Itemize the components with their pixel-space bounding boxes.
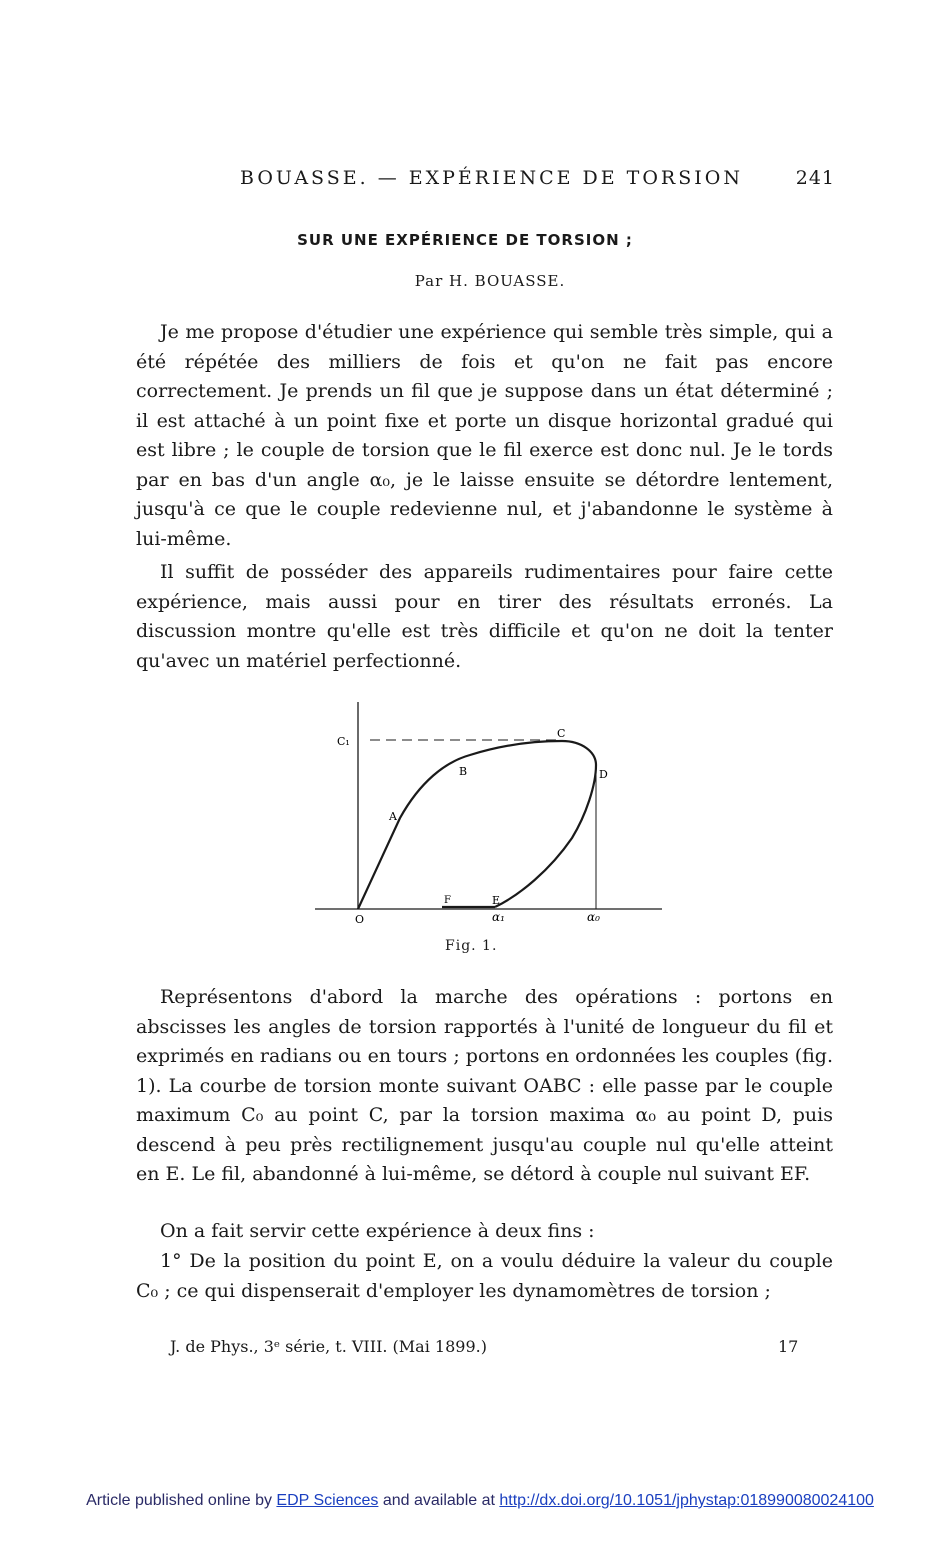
label-c: C: [557, 727, 566, 740]
label-d: D: [599, 768, 608, 781]
journal-citation: J. de Phys., 3ᵉ série, t. VIII. (Mai 1899.): [170, 1337, 487, 1356]
torsion-curve-figure: [310, 700, 670, 930]
article-title: SUR UNE EXPÉRIENCE DE TORSION ;: [297, 231, 633, 249]
paragraph-1: Je me propose d'étudier une expérience qui semble très simple, qui a été répétée des milliers de fois et qu'on ne fait pas encore correctement. Je prends un fil que je suppose dans un état déterminé ; il est attaché à un point fixe et porte un disque horizontal gradué qui est libre ; le couple de torsion que le fil exerce est donc nul. Je le tords par en bas d'un angle α₀, je le laisse ensuite se détordre lentement, jusqu'à ce que le couple redevienne nul, et j'abandonne le système à lui-même.: [136, 321, 833, 550]
paragraph-2: Il suffit de posséder des appareils rudimentaires pour faire cette expérience, mais aussi pour en tirer des résultats erronés. La discussion montre qu'elle est très difficile et qu'on ne doit la tenter qu'avec un matériel perfectionné.: [136, 561, 833, 672]
publisher-link[interactable]: EDP Sciences: [276, 1492, 379, 1509]
article-author: Par H. BOUASSE.: [414, 272, 566, 290]
label-o: O: [355, 913, 365, 926]
credit-prefix: Article published online by: [86, 1492, 277, 1509]
label-b: B: [459, 765, 468, 778]
torsion-curve: [358, 741, 596, 909]
label-e: E: [492, 894, 501, 907]
page-number: 241: [795, 167, 835, 189]
running-title: BOUASSE. — EXPÉRIENCE DE TORSION: [240, 167, 743, 189]
paragraph-5: 1° De la position du point E, on a voulu déduire la valeur du couple C₀ ; ce qui dispenserait d'employer les dynamomètres de torsion ;: [136, 1250, 833, 1302]
figure-caption: Fig. 1.: [445, 938, 498, 954]
credit-middle: and available at: [378, 1492, 500, 1509]
doi-link[interactable]: http://dx.doi.org/10.1051/jphystap:018990080024100: [499, 1492, 874, 1509]
label-f: F: [444, 895, 451, 906]
label-alpha1: α₁: [492, 910, 505, 924]
label-a: A: [389, 810, 397, 823]
running-header: [240, 167, 835, 189]
label-c1: C₁: [337, 735, 350, 748]
signature-mark: 17: [778, 1337, 799, 1356]
label-alpha0: α₀: [587, 910, 600, 924]
paragraph-4: On a fait servir cette expérience à deux fins :: [160, 1220, 595, 1242]
paragraph-3: Représentons d'abord la marche des opérations : portons en abscisses les angles de torsion rapportés à l'unité de longueur du fil et exprimés en radians ou en tours ; portons en ordonnées les couples (fig. 1). La courbe de torsion monte suivant OABC : elle passe par le couple maximum C₀ au point C, par la torsion maxima α₀ au point D, puis descend à peu près rectilignement jusqu'au couple nul qu'elle atteint en E. Le fil, abandonné à lui-même, se détord à couple nul suivant EF.: [136, 986, 833, 1185]
publication-credit: [0, 1492, 930, 1510]
